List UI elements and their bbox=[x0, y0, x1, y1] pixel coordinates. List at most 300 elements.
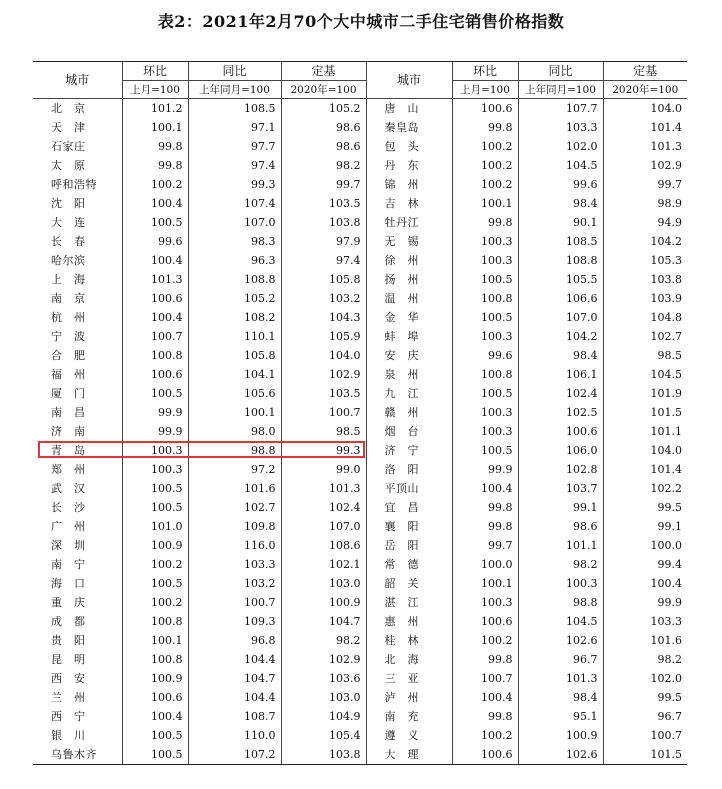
table-row bbox=[33, 289, 687, 308]
yoy-cell: 107.4 bbox=[188, 194, 281, 213]
table-row bbox=[33, 536, 687, 555]
city-cell-right: 锦 州 bbox=[366, 175, 452, 194]
yoy-cell-right: 100.6 bbox=[518, 422, 603, 441]
city-cell-right: 烟 台 bbox=[366, 422, 452, 441]
mom-cell: 100.6 bbox=[122, 289, 188, 308]
yoy-cell: 97.1 bbox=[188, 118, 281, 137]
yoy-cell: 108.7 bbox=[188, 707, 281, 726]
base-cell-right: 99.9 bbox=[603, 593, 687, 612]
yoy-cell: 103.3 bbox=[188, 555, 281, 574]
base-cell: 104.9 bbox=[281, 707, 366, 726]
city-cell-right: 洛 阳 bbox=[366, 460, 452, 479]
city-column-header: 城市 bbox=[33, 62, 122, 99]
city-cell: 济 南 bbox=[51, 424, 86, 438]
table-row bbox=[33, 593, 687, 612]
mom-cell: 100.1 bbox=[122, 631, 188, 650]
city-cell: 北 京 bbox=[51, 101, 86, 115]
city-cell: 海 口 bbox=[51, 576, 86, 590]
yoy-cell-right: 100.3 bbox=[518, 574, 603, 593]
mom-column-header-right: 环比 bbox=[452, 62, 518, 81]
base-cell-right: 101.4 bbox=[603, 460, 687, 479]
table-header bbox=[33, 62, 687, 99]
base-cell: 102.4 bbox=[281, 498, 366, 517]
mom-cell-right: 100.6 bbox=[452, 745, 518, 765]
city-cell-right: 赣 州 bbox=[366, 403, 452, 422]
city-cell-right: 徐 州 bbox=[366, 251, 452, 270]
yoy-cell: 108.5 bbox=[188, 99, 281, 119]
yoy-cell: 96.3 bbox=[188, 251, 281, 270]
mom-cell: 100.3 bbox=[122, 441, 188, 460]
table-row bbox=[33, 707, 687, 726]
base-cell-right: 101.5 bbox=[603, 403, 687, 422]
city-cell: 长 春 bbox=[51, 234, 86, 248]
base-cell-right: 101.3 bbox=[603, 137, 687, 156]
city-cell: 成 都 bbox=[51, 614, 86, 628]
mom-cell: 99.9 bbox=[122, 403, 188, 422]
yoy-cell: 103.2 bbox=[188, 574, 281, 593]
base-subheader: 2020年=100 bbox=[281, 81, 366, 99]
yoy-cell-right: 102.4 bbox=[518, 384, 603, 403]
city-cell: 杭 州 bbox=[51, 310, 86, 324]
mom-cell-right: 99.6 bbox=[452, 346, 518, 365]
base-cell: 105.2 bbox=[281, 99, 366, 119]
yoy-cell-right: 98.2 bbox=[518, 555, 603, 574]
table-row bbox=[33, 498, 687, 517]
base-cell-right: 102.2 bbox=[603, 479, 687, 498]
base-cell: 98.2 bbox=[281, 631, 366, 650]
mom-cell: 100.9 bbox=[122, 536, 188, 555]
base-column-header-right: 定基 bbox=[603, 62, 687, 81]
mom-cell: 99.9 bbox=[122, 422, 188, 441]
yoy-cell: 105.6 bbox=[188, 384, 281, 403]
mom-cell-right: 100.0 bbox=[452, 555, 518, 574]
yoy-cell: 97.4 bbox=[188, 156, 281, 175]
yoy-cell: 98.8 bbox=[188, 441, 281, 460]
yoy-cell: 99.3 bbox=[188, 175, 281, 194]
price-index-table bbox=[33, 61, 687, 765]
mom-cell: 100.7 bbox=[122, 327, 188, 346]
base-column-header: 定基 bbox=[281, 62, 366, 81]
yoy-cell: 109.3 bbox=[188, 612, 281, 631]
table-row bbox=[33, 175, 687, 194]
yoy-cell-right: 104.5 bbox=[518, 156, 603, 175]
base-cell: 100.9 bbox=[281, 593, 366, 612]
base-cell: 105.9 bbox=[281, 327, 366, 346]
city-cell-right: 泸 州 bbox=[366, 688, 452, 707]
mom-cell-right: 100.3 bbox=[452, 403, 518, 422]
base-cell-right: 99.7 bbox=[603, 175, 687, 194]
city-cell-right: 包 头 bbox=[366, 137, 452, 156]
city-cell: 沈 阳 bbox=[51, 196, 86, 210]
base-cell: 104.3 bbox=[281, 308, 366, 327]
mom-cell-right: 100.5 bbox=[452, 270, 518, 289]
base-cell: 103.5 bbox=[281, 384, 366, 403]
yoy-cell: 105.2 bbox=[188, 289, 281, 308]
yoy-cell: 108.8 bbox=[188, 270, 281, 289]
base-cell-right: 100.0 bbox=[603, 536, 687, 555]
yoy-cell: 105.8 bbox=[188, 346, 281, 365]
mom-cell-right: 99.8 bbox=[452, 650, 518, 669]
mom-cell: 100.2 bbox=[122, 593, 188, 612]
yoy-cell: 104.4 bbox=[188, 688, 281, 707]
city-cell-right: 吉 林 bbox=[366, 194, 452, 213]
mom-cell-right: 100.1 bbox=[452, 574, 518, 593]
yoy-cell-right: 102.0 bbox=[518, 137, 603, 156]
base-cell: 103.8 bbox=[281, 745, 366, 765]
city-cell: 南 昌 bbox=[51, 405, 86, 419]
city-cell-right: 唐 山 bbox=[366, 99, 452, 119]
base-cell: 105.8 bbox=[281, 270, 366, 289]
yoy-cell-right: 102.8 bbox=[518, 460, 603, 479]
base-cell-right: 104.2 bbox=[603, 232, 687, 251]
base-cell-right: 99.5 bbox=[603, 688, 687, 707]
yoy-cell-right: 90.1 bbox=[518, 213, 603, 232]
base-cell-right: 104.0 bbox=[603, 441, 687, 460]
mom-cell: 101.2 bbox=[122, 99, 188, 119]
yoy-cell-right: 106.1 bbox=[518, 365, 603, 384]
table-row bbox=[33, 555, 687, 574]
yoy-cell-right: 101.3 bbox=[518, 669, 603, 688]
mom-cell-right: 100.3 bbox=[452, 232, 518, 251]
base-cell: 97.4 bbox=[281, 251, 366, 270]
yoy-cell-right: 103.3 bbox=[518, 118, 603, 137]
mom-cell: 100.4 bbox=[122, 308, 188, 327]
mom-cell-right: 100.3 bbox=[452, 327, 518, 346]
base-cell: 104.0 bbox=[281, 346, 366, 365]
city-cell: 哈尔滨 bbox=[51, 253, 86, 267]
mom-cell-right: 100.6 bbox=[452, 612, 518, 631]
mom-cell: 100.5 bbox=[122, 574, 188, 593]
table-row bbox=[33, 365, 687, 384]
base-cell-right: 101.5 bbox=[603, 745, 687, 765]
base-cell-right: 98.2 bbox=[603, 650, 687, 669]
mom-cell: 100.6 bbox=[122, 688, 188, 707]
table-row bbox=[33, 688, 687, 707]
yoy-cell: 102.7 bbox=[188, 498, 281, 517]
city-cell-right: 济 宁 bbox=[366, 441, 452, 460]
city-cell-right: 安 庆 bbox=[366, 346, 452, 365]
table-row bbox=[33, 137, 687, 156]
city-cell-right: 金 华 bbox=[366, 308, 452, 327]
base-cell: 105.4 bbox=[281, 726, 366, 745]
base-cell-right: 103.3 bbox=[603, 612, 687, 631]
yoy-cell-right: 98.8 bbox=[518, 593, 603, 612]
base-cell: 97.9 bbox=[281, 232, 366, 251]
city-cell: 天 津 bbox=[51, 120, 86, 134]
mom-cell-right: 99.7 bbox=[452, 536, 518, 555]
mom-cell-right: 100.8 bbox=[452, 289, 518, 308]
city-cell-right: 岳 阳 bbox=[366, 536, 452, 555]
table-row bbox=[33, 612, 687, 631]
base-cell: 101.3 bbox=[281, 479, 366, 498]
yoy-subheader-right: 上年同月=100 bbox=[518, 81, 603, 99]
yoy-cell-right: 98.4 bbox=[518, 688, 603, 707]
city-cell: 武 汉 bbox=[51, 481, 86, 495]
yoy-cell-right: 106.0 bbox=[518, 441, 603, 460]
table-row bbox=[33, 327, 687, 346]
table-row bbox=[33, 213, 687, 232]
city-cell-right: 常 德 bbox=[366, 555, 452, 574]
table-row bbox=[33, 270, 687, 289]
yoy-cell: 110.0 bbox=[188, 726, 281, 745]
base-cell-right: 102.0 bbox=[603, 669, 687, 688]
base-cell: 104.7 bbox=[281, 612, 366, 631]
yoy-cell: 107.2 bbox=[188, 745, 281, 765]
mom-cell: 99.8 bbox=[122, 156, 188, 175]
base-cell: 99.7 bbox=[281, 175, 366, 194]
base-cell-right: 99.4 bbox=[603, 555, 687, 574]
base-cell: 103.0 bbox=[281, 688, 366, 707]
yoy-cell-right: 104.5 bbox=[518, 612, 603, 631]
mom-cell-right: 100.5 bbox=[452, 308, 518, 327]
mom-cell: 100.3 bbox=[122, 460, 188, 479]
mom-cell: 101.3 bbox=[122, 270, 188, 289]
mom-cell: 100.5 bbox=[122, 213, 188, 232]
yoy-cell: 109.8 bbox=[188, 517, 281, 536]
city-cell: 长 沙 bbox=[51, 500, 86, 514]
city-cell: 合 肥 bbox=[51, 348, 86, 362]
city-cell-right: 扬 州 bbox=[366, 270, 452, 289]
city-cell: 福 州 bbox=[51, 367, 86, 381]
yoy-cell-right: 104.2 bbox=[518, 327, 603, 346]
table-row bbox=[33, 403, 687, 422]
table-row bbox=[33, 422, 687, 441]
table-row bbox=[33, 517, 687, 536]
city-cell: 上 海 bbox=[51, 272, 86, 286]
city-cell: 太 原 bbox=[51, 158, 86, 172]
base-subheader-right: 2020年=100 bbox=[603, 81, 687, 99]
mom-subheader-right: 上月=100 bbox=[452, 81, 518, 99]
mom-cell-right: 100.2 bbox=[452, 156, 518, 175]
mom-column-header: 环比 bbox=[122, 62, 188, 81]
mom-cell: 100.5 bbox=[122, 479, 188, 498]
city-cell: 南 京 bbox=[51, 291, 86, 305]
mom-cell-right: 99.9 bbox=[452, 460, 518, 479]
table-row bbox=[33, 441, 687, 460]
city-cell: 石家庄 bbox=[51, 139, 86, 153]
city-column-header-right: 城市 bbox=[366, 62, 452, 99]
yoy-cell-right: 102.6 bbox=[518, 631, 603, 650]
yoy-cell-right: 98.4 bbox=[518, 194, 603, 213]
mom-cell: 100.4 bbox=[122, 707, 188, 726]
mom-cell: 100.5 bbox=[122, 384, 188, 403]
base-cell: 102.9 bbox=[281, 650, 366, 669]
yoy-cell: 110.1 bbox=[188, 327, 281, 346]
city-cell: 大 连 bbox=[51, 215, 86, 229]
table-row bbox=[33, 631, 687, 650]
base-cell-right: 105.3 bbox=[603, 251, 687, 270]
mom-cell: 100.2 bbox=[122, 175, 188, 194]
mom-cell-right: 100.7 bbox=[452, 669, 518, 688]
base-cell: 103.8 bbox=[281, 213, 366, 232]
base-cell: 103.0 bbox=[281, 574, 366, 593]
mom-cell-right: 100.6 bbox=[452, 99, 518, 119]
yoy-cell-right: 102.6 bbox=[518, 745, 603, 765]
yoy-cell: 107.0 bbox=[188, 213, 281, 232]
base-cell-right: 100.4 bbox=[603, 574, 687, 593]
base-cell-right: 100.7 bbox=[603, 726, 687, 745]
city-cell-right: 遵 义 bbox=[366, 726, 452, 745]
mom-cell-right: 100.2 bbox=[452, 726, 518, 745]
mom-cell: 100.9 bbox=[122, 669, 188, 688]
yoy-cell: 108.2 bbox=[188, 308, 281, 327]
yoy-cell: 104.7 bbox=[188, 669, 281, 688]
mom-cell: 99.6 bbox=[122, 232, 188, 251]
yoy-cell-right: 107.7 bbox=[518, 99, 603, 119]
yoy-cell-right: 101.1 bbox=[518, 536, 603, 555]
city-cell: 西 宁 bbox=[51, 709, 86, 723]
yoy-cell: 96.8 bbox=[188, 631, 281, 650]
mom-cell-right: 100.3 bbox=[452, 251, 518, 270]
table-title: 表2：2021年2月70个大中城市二手住宅销售价格指数 bbox=[157, 12, 565, 31]
yoy-cell: 116.0 bbox=[188, 536, 281, 555]
yoy-cell-right: 103.7 bbox=[518, 479, 603, 498]
city-cell: 兰 州 bbox=[51, 690, 86, 704]
table-row bbox=[33, 726, 687, 745]
base-cell: 103.2 bbox=[281, 289, 366, 308]
mom-cell: 100.6 bbox=[122, 365, 188, 384]
mom-cell-right: 100.4 bbox=[452, 688, 518, 707]
mom-cell-right: 100.2 bbox=[452, 631, 518, 650]
city-cell: 西 安 bbox=[51, 671, 86, 685]
table-row bbox=[33, 479, 687, 498]
base-cell: 99.3 bbox=[281, 441, 366, 460]
yoy-cell: 100.1 bbox=[188, 403, 281, 422]
base-cell-right: 103.9 bbox=[603, 289, 687, 308]
yoy-column-header-right: 同比 bbox=[518, 62, 603, 81]
yoy-cell: 97.2 bbox=[188, 460, 281, 479]
city-cell-right: 丹 东 bbox=[366, 156, 452, 175]
city-cell-right: 北 海 bbox=[366, 650, 452, 669]
yoy-cell: 98.3 bbox=[188, 232, 281, 251]
base-cell-right: 99.5 bbox=[603, 498, 687, 517]
mom-cell: 100.5 bbox=[122, 745, 188, 765]
table-row bbox=[33, 118, 687, 137]
base-cell: 98.2 bbox=[281, 156, 366, 175]
base-cell-right: 96.7 bbox=[603, 707, 687, 726]
table-row bbox=[33, 99, 687, 119]
city-cell-right: 大 理 bbox=[366, 745, 452, 765]
city-cell: 昆 明 bbox=[51, 652, 86, 666]
city-cell-right: 平顶山 bbox=[366, 479, 452, 498]
base-cell: 103.6 bbox=[281, 669, 366, 688]
base-cell-right: 98.9 bbox=[603, 194, 687, 213]
mom-cell: 100.5 bbox=[122, 498, 188, 517]
city-cell-right: 韶 关 bbox=[366, 574, 452, 593]
city-cell-right: 襄 阳 bbox=[366, 517, 452, 536]
city-cell: 银 川 bbox=[51, 728, 86, 742]
city-cell-right: 南 充 bbox=[366, 707, 452, 726]
yoy-cell-right: 108.5 bbox=[518, 232, 603, 251]
yoy-cell-right: 99.1 bbox=[518, 498, 603, 517]
base-cell-right: 102.9 bbox=[603, 156, 687, 175]
city-cell-right: 秦皇岛 bbox=[366, 118, 452, 137]
city-cell: 厦 门 bbox=[51, 386, 86, 400]
base-cell-right: 102.7 bbox=[603, 327, 687, 346]
mom-cell: 100.8 bbox=[122, 612, 188, 631]
yoy-cell-right: 100.9 bbox=[518, 726, 603, 745]
yoy-cell: 104.1 bbox=[188, 365, 281, 384]
city-cell-right: 蚌 埠 bbox=[366, 327, 452, 346]
city-cell: 广 州 bbox=[51, 519, 86, 533]
mom-cell: 101.0 bbox=[122, 517, 188, 536]
yoy-cell-right: 102.5 bbox=[518, 403, 603, 422]
base-cell: 107.0 bbox=[281, 517, 366, 536]
mom-cell-right: 99.8 bbox=[452, 213, 518, 232]
table-row bbox=[33, 346, 687, 365]
city-cell-right: 牡丹江 bbox=[366, 213, 452, 232]
city-cell-right: 桂 林 bbox=[366, 631, 452, 650]
table-row bbox=[33, 251, 687, 270]
mom-cell: 100.2 bbox=[122, 555, 188, 574]
mom-cell-right: 100.8 bbox=[452, 365, 518, 384]
city-cell-right: 温 州 bbox=[366, 289, 452, 308]
table-row bbox=[33, 460, 687, 479]
city-cell-right: 宜 昌 bbox=[366, 498, 452, 517]
yoy-cell: 100.7 bbox=[188, 593, 281, 612]
yoy-cell-right: 98.4 bbox=[518, 346, 603, 365]
base-cell: 98.5 bbox=[281, 422, 366, 441]
yoy-cell: 97.7 bbox=[188, 137, 281, 156]
yoy-cell: 104.4 bbox=[188, 650, 281, 669]
yoy-cell-right: 105.5 bbox=[518, 270, 603, 289]
mom-cell: 100.4 bbox=[122, 194, 188, 213]
base-cell: 100.7 bbox=[281, 403, 366, 422]
city-cell-right: 湛 江 bbox=[366, 593, 452, 612]
mom-cell: 100.8 bbox=[122, 346, 188, 365]
yoy-cell-right: 107.0 bbox=[518, 308, 603, 327]
base-cell: 102.1 bbox=[281, 555, 366, 574]
mom-cell-right: 100.4 bbox=[452, 479, 518, 498]
table-row bbox=[33, 156, 687, 175]
table-row bbox=[33, 384, 687, 403]
yoy-cell-right: 99.6 bbox=[518, 175, 603, 194]
city-cell: 呼和浩特 bbox=[51, 177, 97, 191]
base-cell: 98.6 bbox=[281, 118, 366, 137]
yoy-cell-right: 96.7 bbox=[518, 650, 603, 669]
base-cell: 108.6 bbox=[281, 536, 366, 555]
table-body bbox=[33, 99, 687, 765]
city-cell-right: 无 锡 bbox=[366, 232, 452, 251]
mom-cell-right: 100.5 bbox=[452, 441, 518, 460]
yoy-cell: 98.0 bbox=[188, 422, 281, 441]
city-cell-right: 泉 州 bbox=[366, 365, 452, 384]
city-cell: 重 庆 bbox=[51, 595, 86, 609]
yoy-column-header: 同比 bbox=[188, 62, 281, 81]
mom-cell-right: 100.3 bbox=[452, 422, 518, 441]
table-row bbox=[33, 650, 687, 669]
yoy-cell-right: 108.8 bbox=[518, 251, 603, 270]
mom-cell-right: 99.8 bbox=[452, 118, 518, 137]
base-cell-right: 98.5 bbox=[603, 346, 687, 365]
base-cell: 99.0 bbox=[281, 460, 366, 479]
yoy-cell: 101.6 bbox=[188, 479, 281, 498]
mom-cell-right: 99.8 bbox=[452, 498, 518, 517]
mom-cell-right: 100.1 bbox=[452, 194, 518, 213]
yoy-cell-right: 95.1 bbox=[518, 707, 603, 726]
city-cell-right: 九 江 bbox=[366, 384, 452, 403]
city-cell: 深 圳 bbox=[51, 538, 86, 552]
mom-subheader: 上月=100 bbox=[122, 81, 188, 99]
yoy-subheader: 上年同月=100 bbox=[188, 81, 281, 99]
base-cell-right: 101.6 bbox=[603, 631, 687, 650]
mom-cell-right: 99.8 bbox=[452, 707, 518, 726]
mom-cell-right: 100.5 bbox=[452, 384, 518, 403]
table-row bbox=[33, 745, 687, 765]
mom-cell-right: 100.2 bbox=[452, 175, 518, 194]
city-cell: 贵 阳 bbox=[51, 633, 86, 647]
mom-cell: 100.4 bbox=[122, 251, 188, 270]
